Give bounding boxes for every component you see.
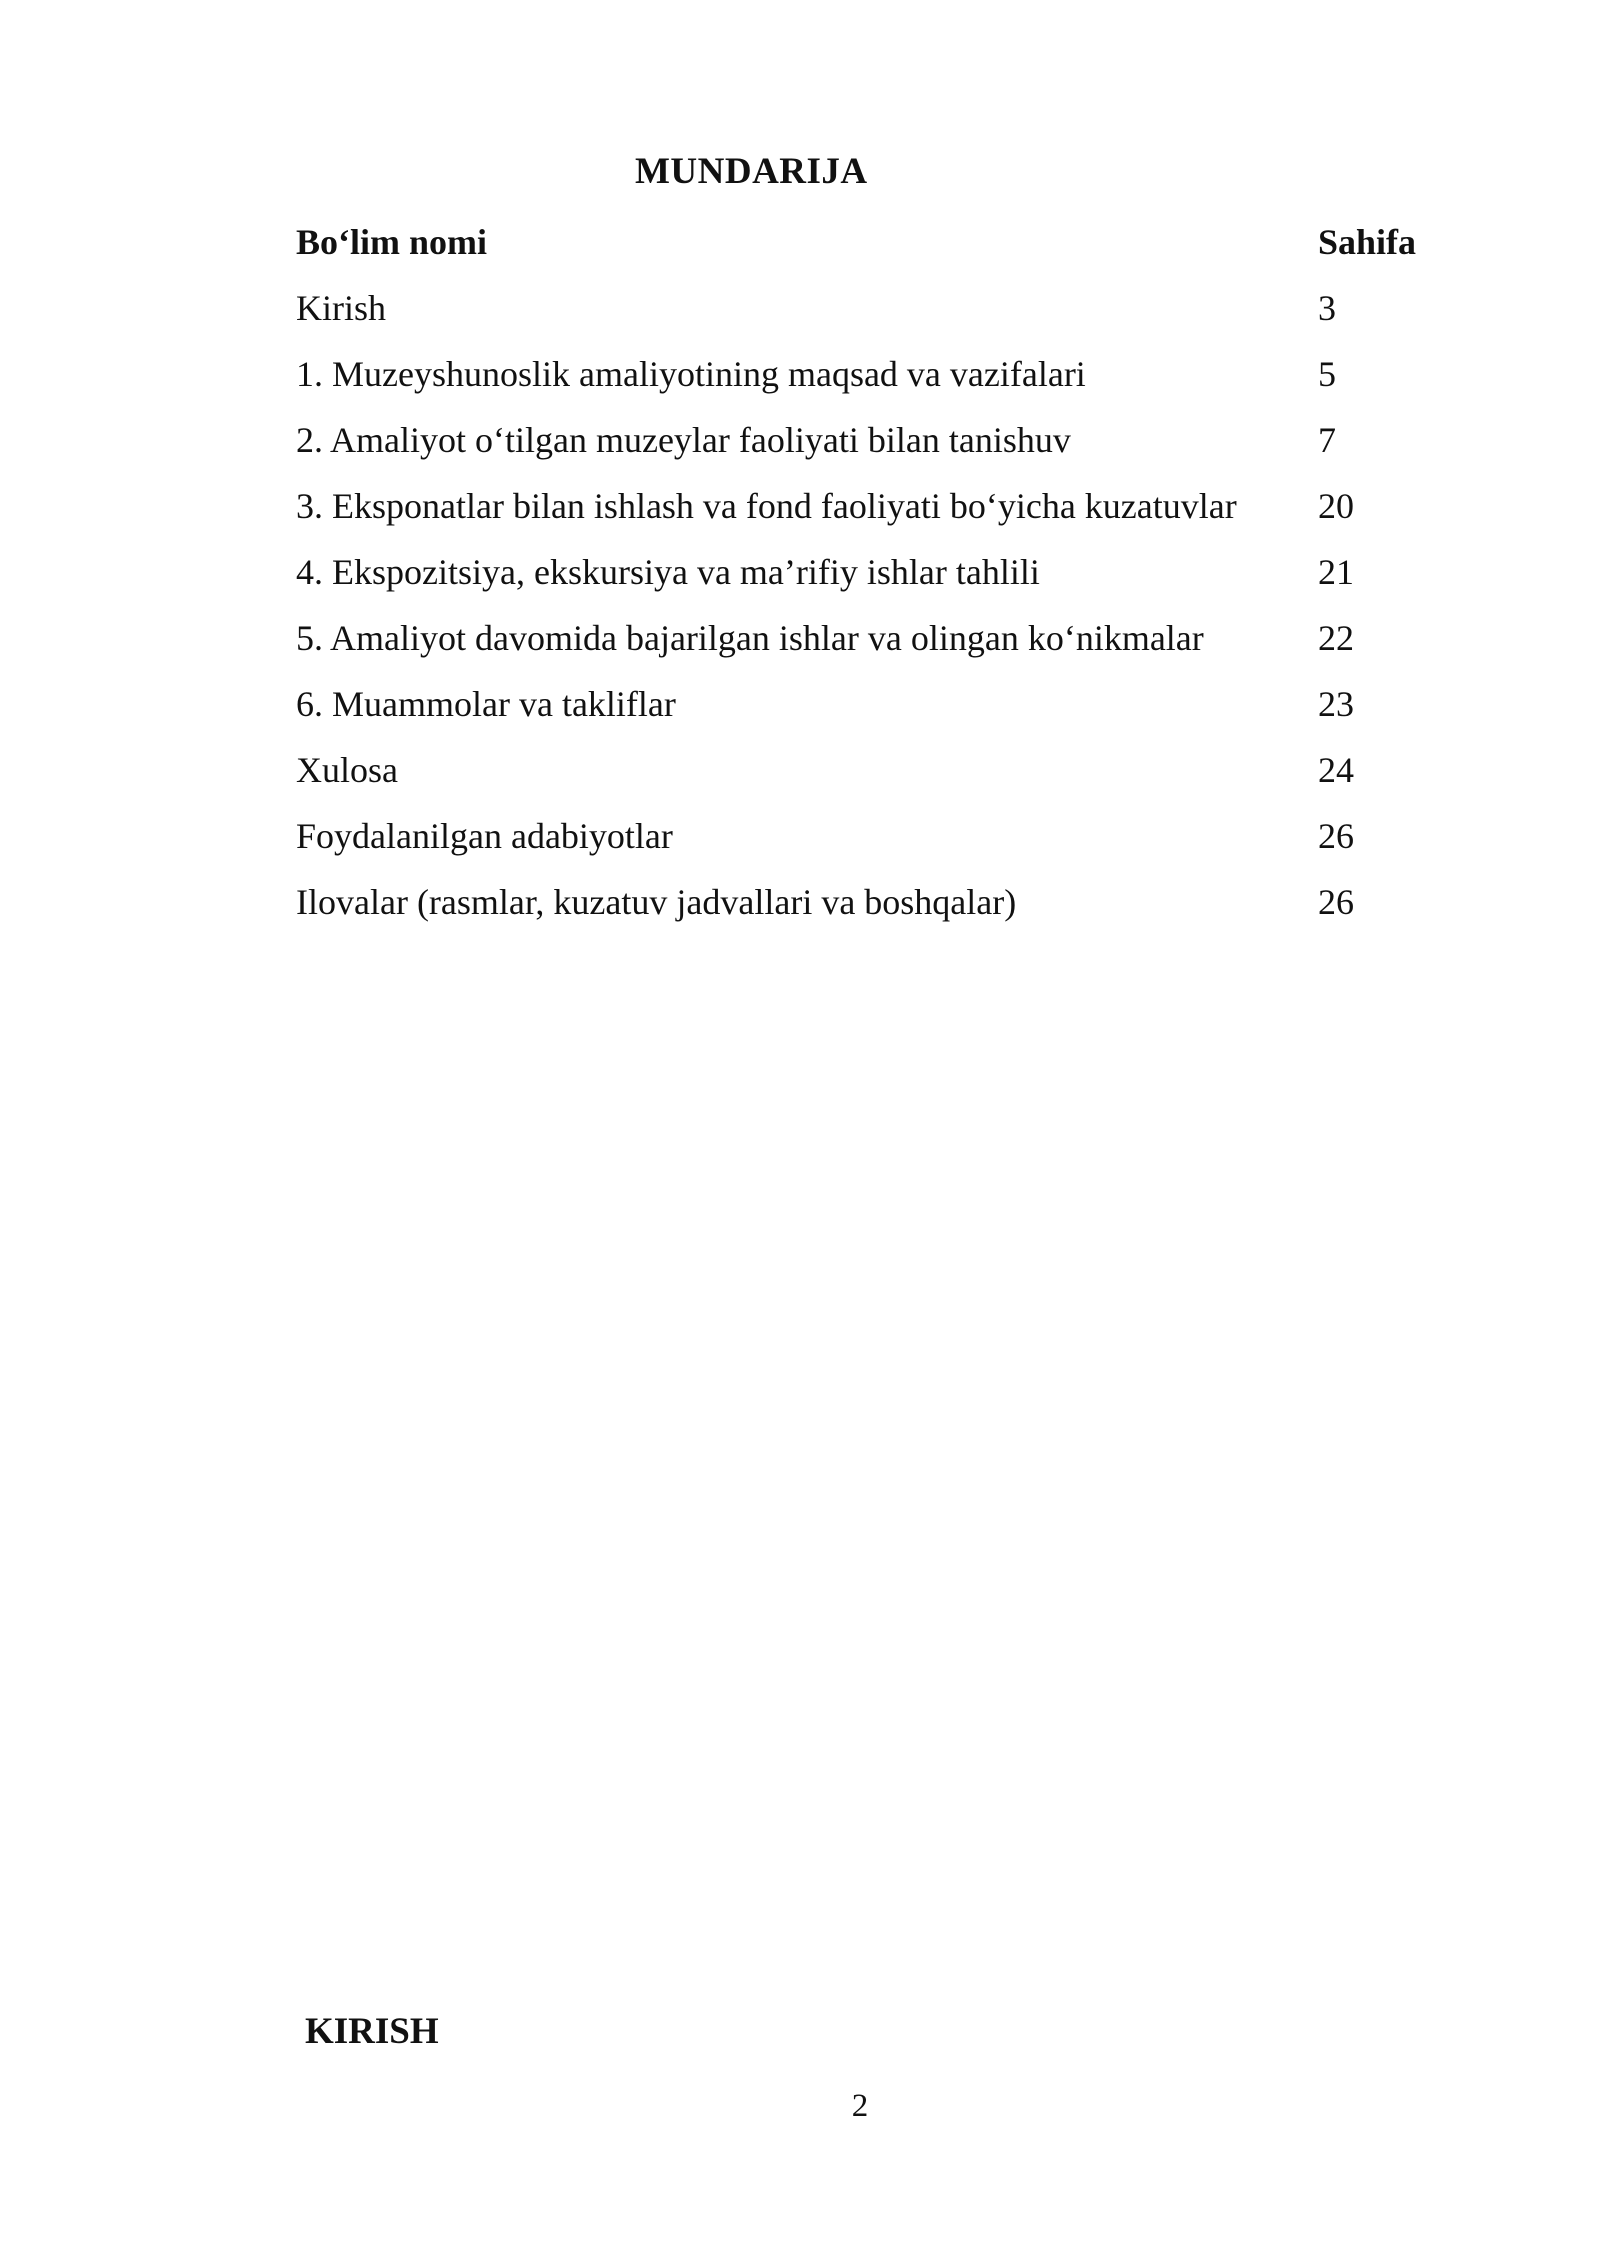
toc-entry-page: 21	[1318, 552, 1354, 592]
toc-entry-name: 1. Muzeyshunoslik amaliyotining maqsad va vazifalari	[296, 354, 1086, 394]
toc-entry-name: 6. Muammolar va takliflar	[296, 684, 676, 724]
toc-header-page: Sahifa	[1318, 222, 1417, 262]
toc-entry-page: 23	[1318, 684, 1354, 724]
toc-entry	[296, 612, 1436, 678]
toc-entry-name: 4. Ekspozitsiya, ekskursiya va ma’rifiy ishlar tahlili	[296, 552, 1040, 592]
toc-entry-name: 3. Eksponatlar bilan ishlash va fond faoliyati bo‘yicha kuzatuvlar	[296, 486, 1237, 526]
toc-entry	[296, 546, 1436, 612]
toc-entry	[296, 348, 1436, 414]
toc-entry-page: 5	[1318, 354, 1336, 394]
toc-header-row	[296, 216, 1436, 282]
toc-entry-name: Xulosa	[296, 750, 398, 790]
toc-entry	[296, 480, 1436, 546]
section-heading-kirish: KIRISH	[305, 2011, 439, 2052]
toc-entry-page: 20	[1318, 486, 1354, 526]
toc-entry-page: 24	[1318, 750, 1354, 790]
toc-entry-page: 3	[1318, 288, 1336, 328]
toc-entry	[296, 414, 1436, 480]
page-number: 2	[851, 2088, 869, 2124]
toc-entry-name: Ilovalar (rasmlar, kuzatuv jadvallari va boshqalar)	[296, 882, 1017, 922]
toc-entry	[296, 282, 1436, 348]
toc-entry-page: 22	[1318, 618, 1354, 658]
toc-entry	[296, 876, 1436, 942]
toc-entry-page: 7	[1318, 420, 1336, 460]
toc-entry-name: Kirish	[296, 288, 386, 328]
toc-entry-name: 2. Amaliyot o‘tilgan muzeylar faoliyati bilan tanishuv	[296, 420, 1071, 460]
toc-title: MUNDARIJA	[635, 151, 868, 192]
toc-header-name: Bo‘lim nomi	[296, 222, 488, 262]
toc-table	[296, 216, 1436, 942]
toc-entry-name: Foydalanilgan adabiyotlar	[296, 816, 673, 856]
toc-entry	[296, 744, 1436, 810]
toc-entry-page: 26	[1318, 816, 1354, 856]
toc-entry	[296, 810, 1436, 876]
toc-entry-name: 5. Amaliyot davomida bajarilgan ishlar va olingan ko‘nikmalar	[296, 618, 1204, 658]
toc-entry	[296, 678, 1436, 744]
toc-entry-page: 26	[1318, 882, 1354, 922]
